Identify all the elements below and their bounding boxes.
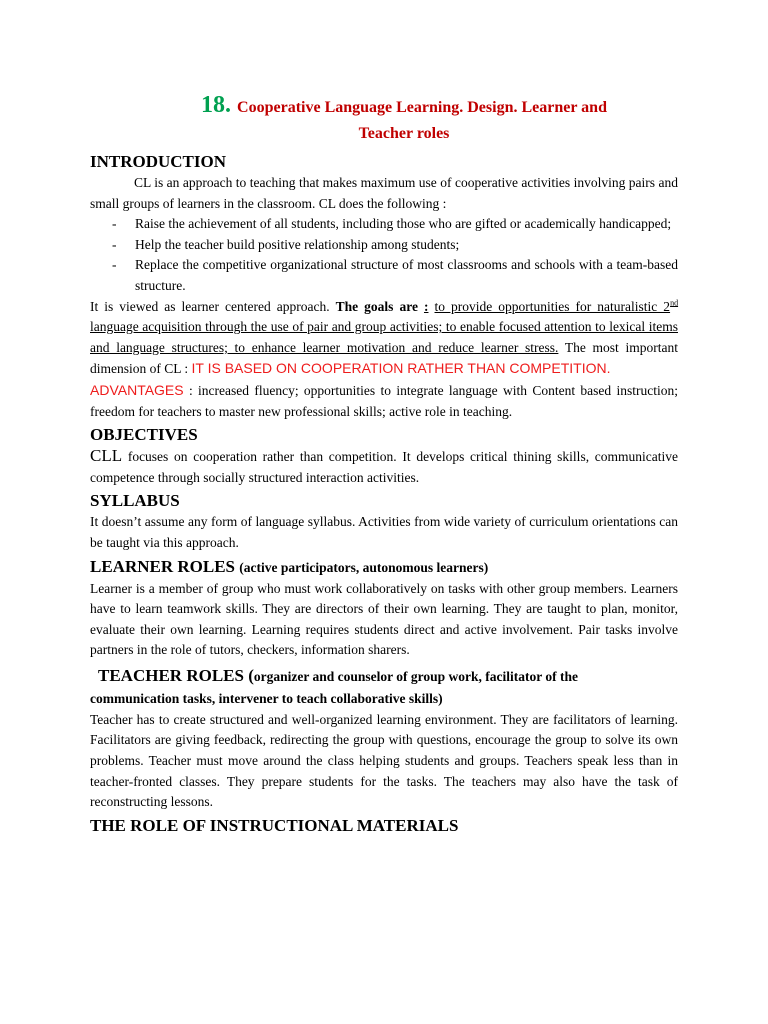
advantages-label: ADVANTAGES [90,381,184,398]
materials-heading: THE ROLE OF INSTRUCTIONAL MATERIALS [90,815,459,835]
goals-colon: : [423,298,429,314]
chapter-number: 18. [201,92,232,118]
advantages-text: : increased fluency; opportunities to integrate language with Content based instruction; freedom for teachers to master new professional skills; active role in teaching. [90,382,678,419]
title-line-2: Teacher roles [358,125,450,142]
dimension-lead: The most important dimension of CL : [90,339,678,377]
introduction-list [90,214,678,296]
objectives-text: focuses on cooperation rather than competition. It develops critical thining skills, communicative competence through socially structured interaction activities. [90,449,678,485]
teacher-roles-subtitle-2-wrap [90,688,678,710]
introduction-paragraph: CL is an approach to teaching that makes maximum use of cooperative activities involving pairs and small groups of learners in the classroom. CL does the following : [90,175,678,211]
list-item: - Help the teacher build positive relationship among students; [90,235,678,256]
teacher-roles-paren-close: ) [438,690,443,706]
list-item: - Replace the competitive organizational structure of most classrooms and schools with a team-based structure. [90,255,678,296]
goals-text-part-1: to provide opportunities for naturalistic 2 [434,298,671,314]
objectives-paragraph [90,446,678,488]
teacher-roles-subtitle-1: organizer and counselor of group work, facilitator of the [253,668,578,684]
syllabus-paragraph: It doesn’t assume any form of language syllabus. Activities from wide variety of curriculum orientations can be taught via this approach. [90,514,678,550]
document-page [90,92,678,837]
learner-roles-paragraph: Learner is a member of group who must work collaboratively on tasks with other group members. Learners have to learn teamwork skills. They are directors of their own learning. They are taught to plan, monitor, evaluate their own learning. Learning requires students direct and active involvement. Pair tasks involve partners in the role of tutors, checkers, information sharers. [90,580,678,658]
list-item: - Raise the achievement of all students, including those who are gifted or academically handicapped; [90,214,678,235]
teacher-roles-subtitle-2: communication tasks, intervener to teach collaborative skills [90,690,439,706]
goals-label: The goals are [335,298,418,314]
teacher-roles-paren-open: ( [248,665,254,685]
introduction-heading: INTRODUCTION [90,152,227,171]
teacher-roles-title: TEACHER ROLES [98,665,244,685]
document-title [130,92,678,147]
syllabus-heading: SYLLABUS [90,491,180,511]
goals-superscript: nd [670,298,679,308]
learner-roles-heading [90,556,678,579]
goals-lead: It is viewed as learner centered approach. [90,298,330,314]
teacher-roles-paragraph: Teacher has to create structured and well-organized learning environment. They are facilitators of learning. Facilitators are giving feedback, redirecting the group with questions, encourage the group to solve its own problems. Teacher must move around the class helping students and groups. Teachers speak less than in teacher-fronted classes. They prepare students for the tasks. The teachers may also have the task of reconstructing lessons. [90,711,678,810]
advantages-paragraph [90,380,678,422]
dimension-highlight: IT IS BASED ON COOPERATION RATHER THAN COMPETITION. [191,360,611,377]
goals-paragraph [90,297,678,380]
objectives-cll: CLL [90,446,123,466]
objectives-heading: OBJECTIVES [90,425,198,445]
teacher-roles-heading [90,665,678,710]
learner-roles-subtitle: (active participators, autonomous learners) [239,559,489,575]
goals-text-part-2: language acquisition through the use of pair and group activities; to enable focused attention to lexical items and language structures; to enhance learner motivation and reduce learner stress. [90,319,678,355]
learner-roles-title: LEARNER ROLES [90,556,236,576]
title-line-1: Cooperative Language Learning. Design. Learner and [237,99,607,116]
